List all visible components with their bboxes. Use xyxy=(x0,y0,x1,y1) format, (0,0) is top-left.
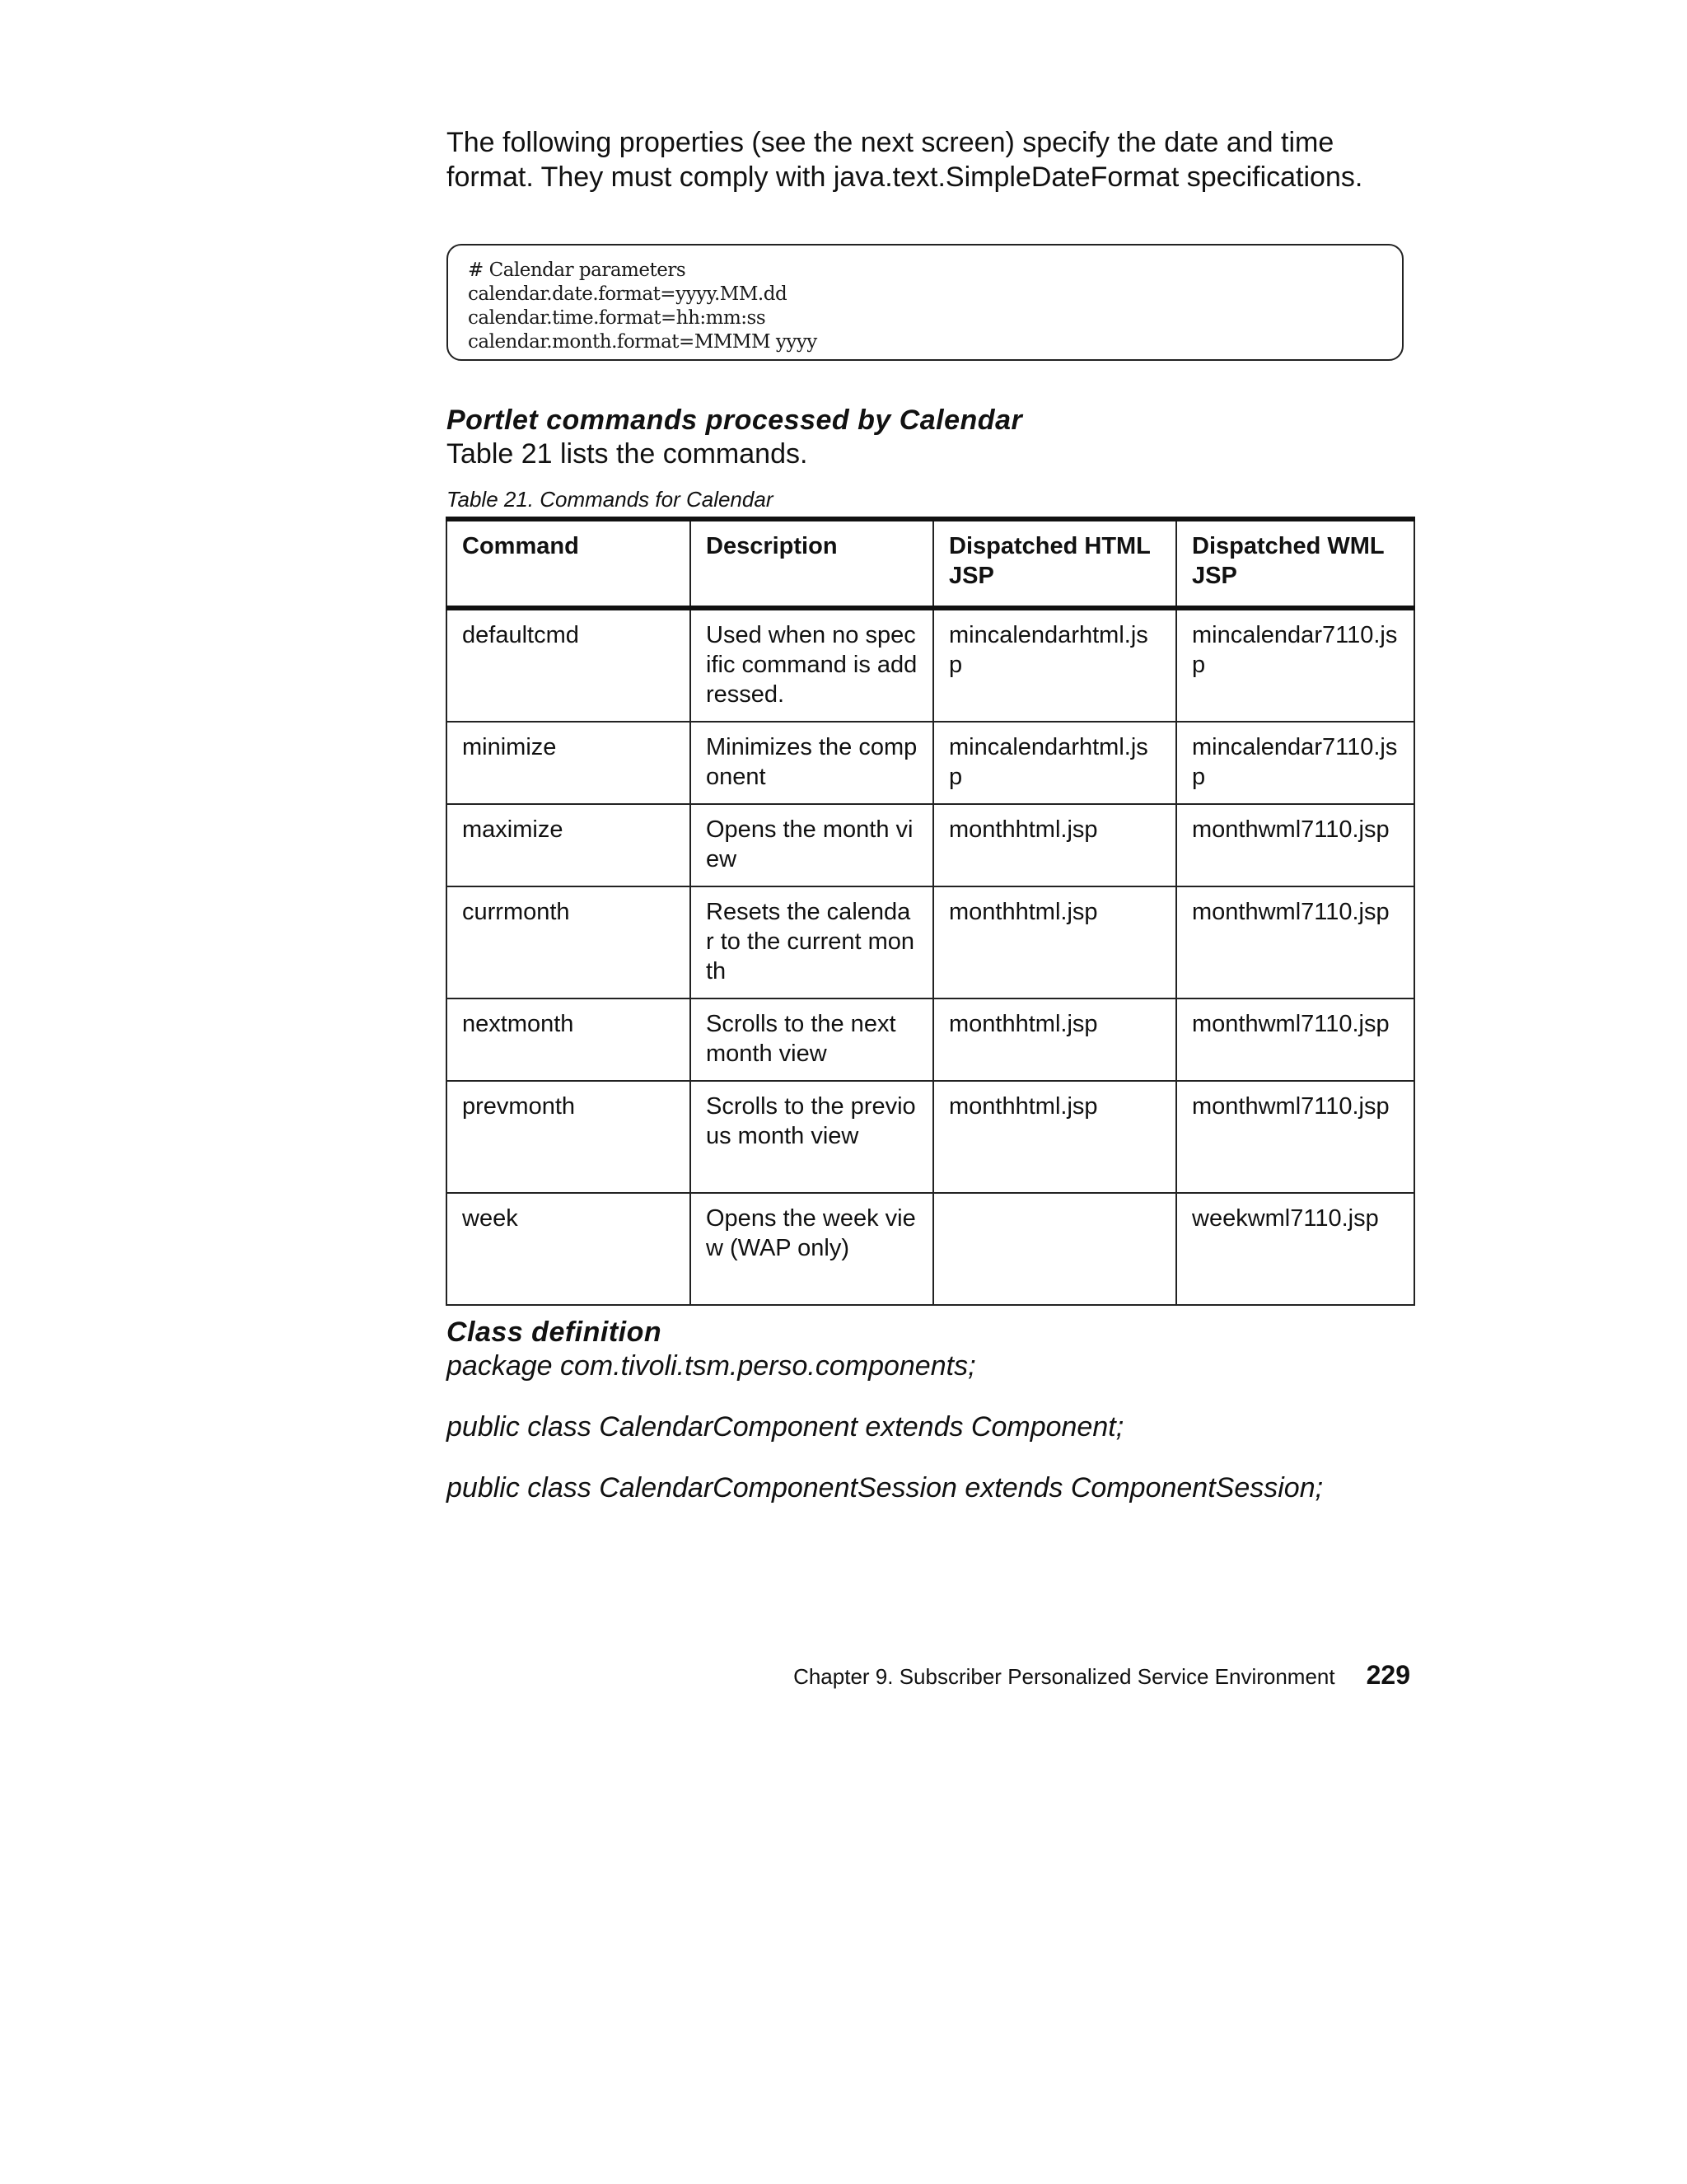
code-line: calendar.month.format=MMMM yyyy xyxy=(468,331,817,353)
table-row xyxy=(446,998,1414,1081)
table-cell: prevmonth xyxy=(446,1081,690,1193)
code-sample-box xyxy=(446,244,1404,361)
table-cell: monthwml7110.jsp xyxy=(1176,804,1414,886)
commands-table xyxy=(446,517,1415,1306)
class-definition-line: public class CalendarComponentSession extends ComponentSession; xyxy=(446,1472,1324,1504)
table-cell: nextmonth xyxy=(446,998,690,1081)
page-footer xyxy=(779,1658,1410,1693)
table-caption: Table 21. Commands for Calendar xyxy=(446,487,773,512)
table-cell xyxy=(933,1193,1176,1305)
column-header-wml-jsp: Dispatched WML JSP xyxy=(1176,519,1414,608)
code-line: calendar.date.format=yyyy.MM.dd xyxy=(468,283,787,305)
table-cell: mincalendar7110.jsp xyxy=(1176,608,1414,722)
table-row xyxy=(446,1081,1414,1193)
table-row xyxy=(446,722,1414,804)
column-header-command: Command xyxy=(446,519,690,608)
table-cell: monthwml7110.jsp xyxy=(1176,998,1414,1081)
table-cell: weekwml7110.jsp xyxy=(1176,1193,1414,1305)
code-line: # Calendar parameters xyxy=(468,260,686,281)
intro-paragraph xyxy=(446,125,1435,194)
table-cell: maximize xyxy=(446,804,690,886)
table-cell: Opens the month view xyxy=(690,804,933,886)
table-row xyxy=(446,608,1414,722)
table-cell: mincalendar7110.jsp xyxy=(1176,722,1414,804)
table-cell: monthwml7110.jsp xyxy=(1176,1081,1414,1193)
table-header-row xyxy=(446,519,1414,608)
table-cell: currmonth xyxy=(446,886,690,998)
table-row xyxy=(446,1193,1414,1305)
table-cell: monthhtml.jsp xyxy=(933,998,1176,1081)
column-header-html-jsp: Dispatched HTML JSP xyxy=(933,519,1176,608)
table-cell: Scrolls to the previous month view xyxy=(690,1081,933,1193)
footer-chapter-title: Chapter 9. Subscriber Personalized Service Environment xyxy=(793,1664,1335,1689)
table-cell: defaultcmd xyxy=(446,608,690,722)
intro-line: The following properties (see the next screen) specify the date and time xyxy=(446,127,1334,158)
table-row xyxy=(446,886,1414,998)
class-definition-line: package com.tivoli.tsm.perso.components; xyxy=(446,1350,976,1382)
section-heading-portlet-commands: Portlet commands processed by Calendar xyxy=(446,405,1023,436)
table-cell: monthwml7110.jsp xyxy=(1176,886,1414,998)
table-cell: monthhtml.jsp xyxy=(933,886,1176,998)
table-cell: mincalendarhtml.jsp xyxy=(933,608,1176,722)
page-number: 229 xyxy=(1366,1660,1410,1690)
table-cell: Used when no specific command is addressed. xyxy=(690,608,933,722)
section-lead-text: Table 21 lists the commands. xyxy=(446,438,808,470)
table-cell: Resets the calendar to the current month xyxy=(690,886,933,998)
table-cell: Scrolls to the next month view xyxy=(690,998,933,1081)
table-cell: mincalendarhtml.jsp xyxy=(933,722,1176,804)
table-cell: Minimizes the component xyxy=(690,722,933,804)
table-row xyxy=(446,804,1414,886)
table-cell: monthhtml.jsp xyxy=(933,1081,1176,1193)
table-cell: minimize xyxy=(446,722,690,804)
intro-line: format. They must comply with java.text.SimpleDateFormat specifications. xyxy=(446,161,1363,193)
code-line: calendar.time.format=hh:mm:ss xyxy=(468,307,766,329)
table-cell: monthhtml.jsp xyxy=(933,804,1176,886)
class-definition-line: public class CalendarComponent extends Component; xyxy=(446,1411,1124,1443)
table-cell: Opens the week view (WAP only) xyxy=(690,1193,933,1305)
table-cell: week xyxy=(446,1193,690,1305)
section-heading-class-definition: Class definition xyxy=(446,1316,662,1348)
column-header-description: Description xyxy=(690,519,933,608)
